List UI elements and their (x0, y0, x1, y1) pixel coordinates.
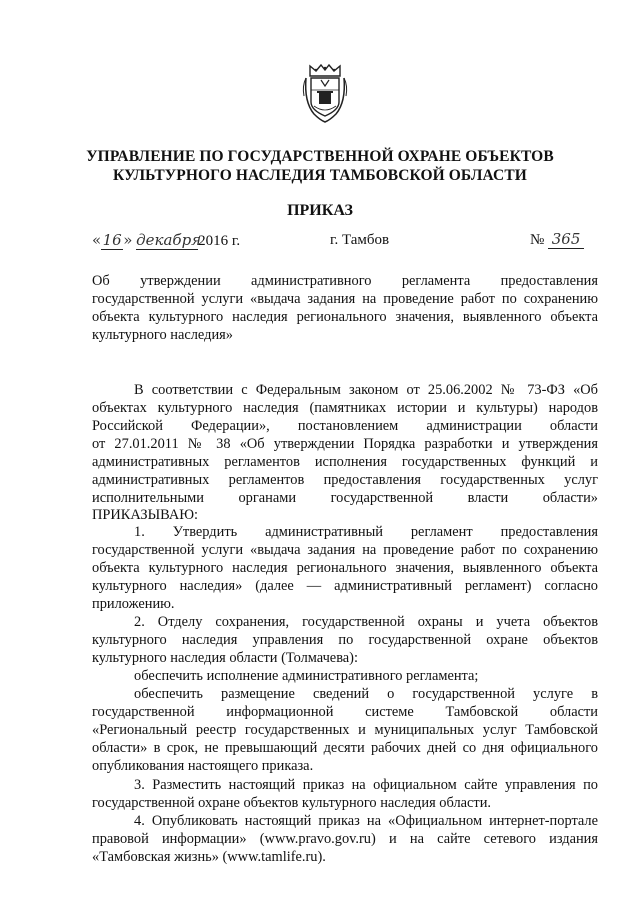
body-line: 1. Утвердить административный регламент предоставления (134, 524, 598, 540)
title-line: объекта культурного наследия регионального значения, выявленного объекта (92, 309, 598, 325)
body-line: «Тамбовская жизнь» (www.tamlife.ru). (92, 849, 326, 865)
body-line: культурного наследия» (далее — административный регламент) согласно (92, 578, 598, 594)
body-line: 2. Отделу сохранения, государственной охраны и учета объектов (134, 614, 598, 630)
body-line: государственной информационной системе Тамбовской области (92, 704, 598, 720)
organization-name-line-2: КУЛЬТУРНОГО НАСЛЕДИЯ ТАМБОВСКОЙ ОБЛАСТИ (113, 167, 527, 184)
body-line: от 27.01.2011 № 38 «Об утверждении Порядка разработки и утверждения (92, 436, 598, 452)
body-line: объектах культурного наследия (памятниках истории и культуры) народов (92, 400, 598, 416)
body-line: обеспечить исполнение административного регламента; (134, 668, 479, 684)
body-line: В соответствии с Федеральным законом от 25.06.2002 № 73-ФЗ «Об (134, 382, 598, 398)
document-city: г. Тамбов (330, 232, 390, 248)
document-number (530, 230, 584, 250)
body-line: Российской Федерации», постановлением администрации области (92, 418, 598, 434)
date-year: 2016 г. (198, 233, 241, 249)
body-line: административных регламентов исполнения государственных функций и (92, 454, 598, 470)
number-label: № (530, 232, 545, 248)
body-line: культурного наследия управления по государственной охране объектов (92, 632, 598, 648)
date-quote-close: » (123, 231, 133, 249)
title-line: культурного наследия» (92, 327, 233, 343)
number-value: 365 (548, 230, 584, 249)
body-line: приложению. (92, 596, 175, 612)
body-line: ПРИКАЗЫВАЮ: (92, 507, 199, 523)
body-line: «Региональный реестр государственных и муниципальных услуг Тамбовской (92, 722, 598, 738)
body-line: исполнительными органами государственной власти области» (92, 490, 598, 506)
document-type: ПРИКАЗ (287, 202, 353, 219)
organization-name-line-1: УПРАВЛЕНИЕ ПО ГОСУДАРСТВЕННОЙ ОХРАНЕ ОБЪЕКТОВ (86, 148, 554, 165)
date-month: декабря (136, 231, 202, 249)
body-line: культурного наследия области (Толмачева): (92, 650, 358, 666)
body-line: 3. Разместить настоящий приказ на официальном сайте управления по (134, 777, 598, 793)
body-line: правовой информации» (www.pravo.gov.ru) и на сайте сетевого издания (92, 831, 598, 847)
date-day: 16 (102, 231, 122, 249)
body-line: области» в срок, не превышающий десяти рабочих дней со дня официального (92, 740, 598, 756)
document-date (92, 230, 240, 251)
body-line: объекта культурного наследия регионального значения, выявленного объекта (92, 560, 598, 576)
body-line: 4. Опубликовать настоящий приказ на «Официальном интернет-портале (134, 813, 598, 829)
body-line: государственной охране объектов культурного наследия области. (92, 795, 491, 811)
body-line: административных регламентов предоставления государственных услуг (92, 472, 598, 488)
title-line: Об утверждении административного регламента предоставления (92, 273, 598, 289)
body-line: государственной услуги «выдача задания на проведение работ по сохранению (92, 542, 598, 558)
body-line: обеспечить размещение сведений о государственной услуге в (134, 686, 598, 702)
title-line: государственной услуги «выдача задания на проведение работ по сохранению (92, 291, 598, 307)
coat-of-arms-emblem (300, 62, 350, 124)
body-line: опубликования настоящего приказа. (92, 758, 314, 774)
date-quote-open: « (92, 231, 102, 249)
